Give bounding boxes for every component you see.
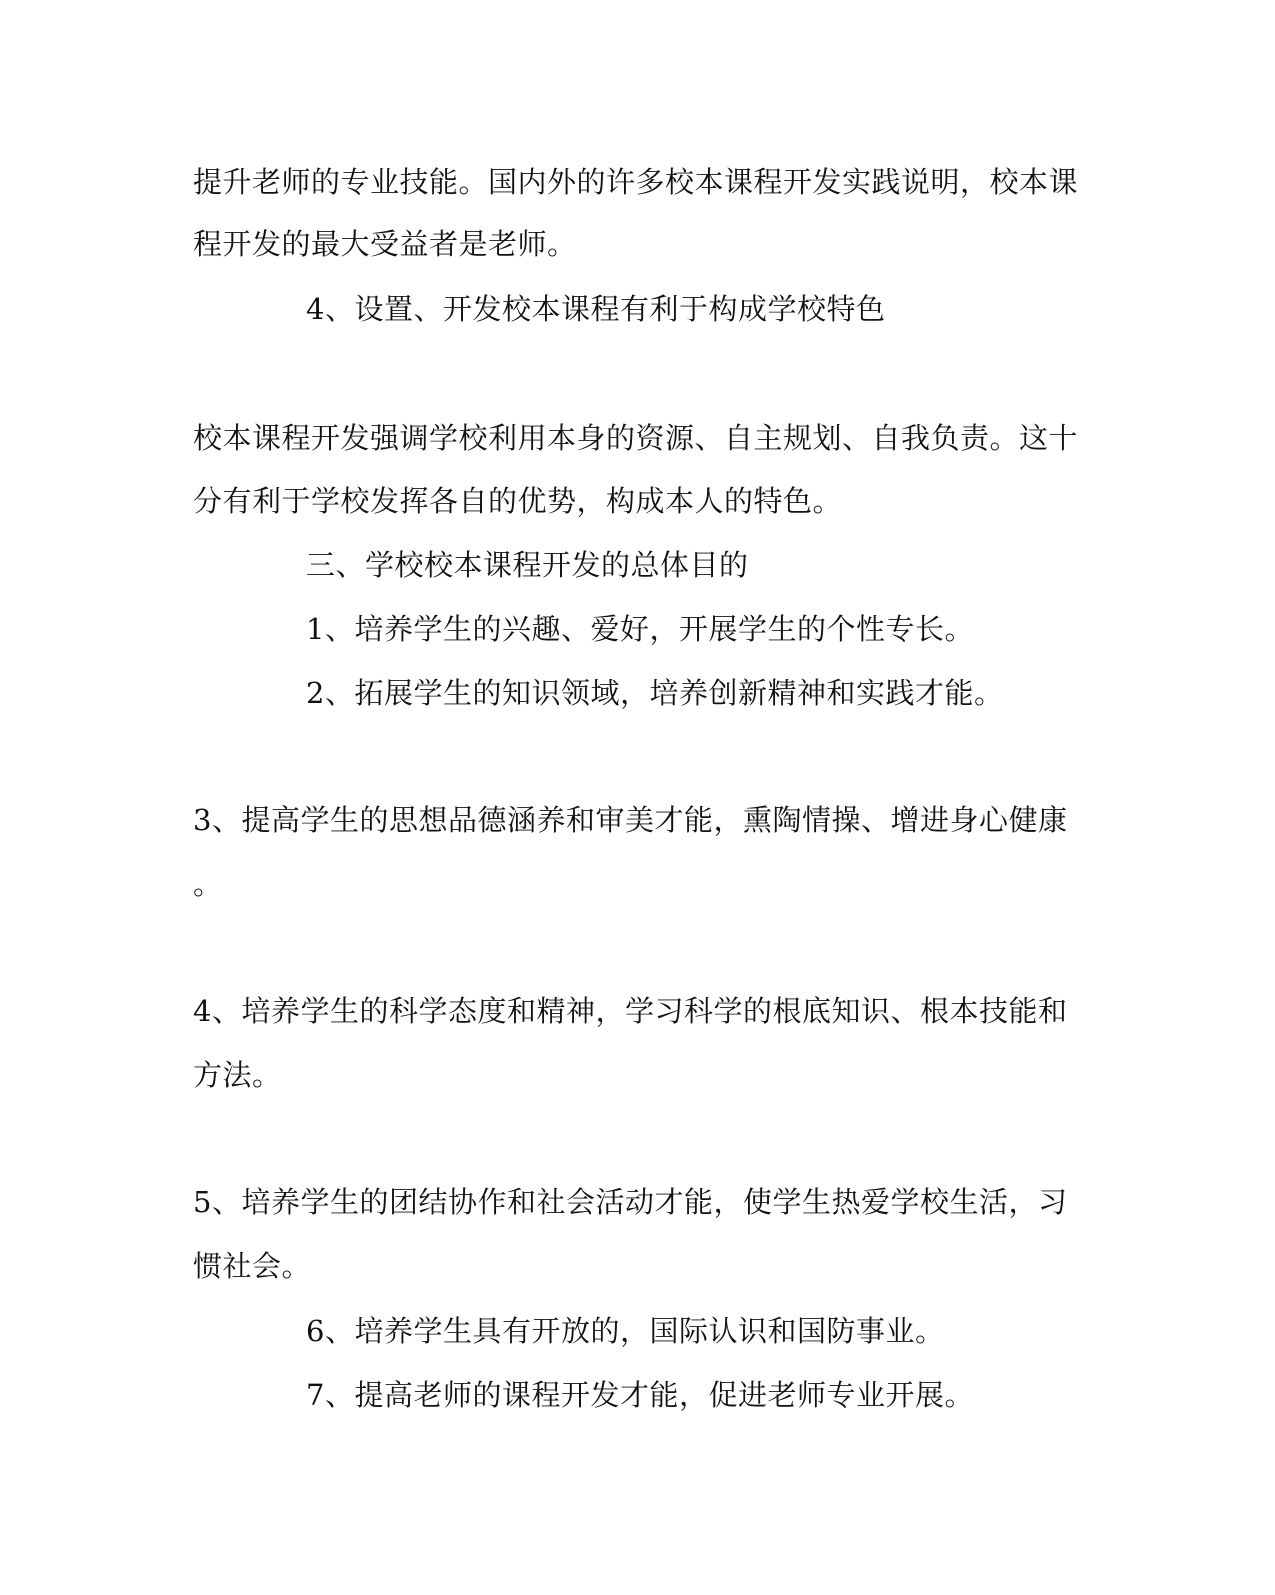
text-line: 1、培养学生的兴趣、爱好，开展学生的个性专长。 xyxy=(306,612,974,646)
text-line: 分有利于学校发挥各自的优势，构成本人的特色。 xyxy=(193,484,843,518)
text-line: 6、培养学生具有开放的，国际认识和国防事业。 xyxy=(306,1314,945,1348)
section-heading: 三、学校校本课程开发的总体目的 xyxy=(306,548,749,582)
text-line: 7、提高老师的课程开发才能，促进老师专业开展。 xyxy=(306,1378,974,1412)
text-line: 提升老师的专业技能。国内外的许多校本课程开发实践说明，校本课 xyxy=(193,165,1079,199)
text-line: 惯社会。 xyxy=(193,1249,312,1283)
text-line: 4、培养学生的科学态度和精神，学习科学的根底知识、根本技能和 xyxy=(193,994,1068,1028)
text-line: 。 xyxy=(193,867,223,901)
text-line: 4、设置、开发校本课程有利于构成学校特色 xyxy=(306,292,886,326)
text-line: 程开发的最大受益者是老师。 xyxy=(193,227,577,261)
text-line: 2、拓展学生的知识领域，培养创新精神和实践才能。 xyxy=(306,676,1004,710)
text-line: 方法。 xyxy=(193,1058,282,1092)
text-line: 校本课程开发强调学校利用本身的资源、自主规划、自我负责。这十 xyxy=(193,421,1079,455)
text-line: 3、提高学生的思想品德涵养和审美才能，熏陶情操、增进身心健康 xyxy=(193,803,1068,837)
text-line: 5、培养学生的团结协作和社会活动才能，使学生热爱学校生活，习 xyxy=(193,1185,1068,1219)
